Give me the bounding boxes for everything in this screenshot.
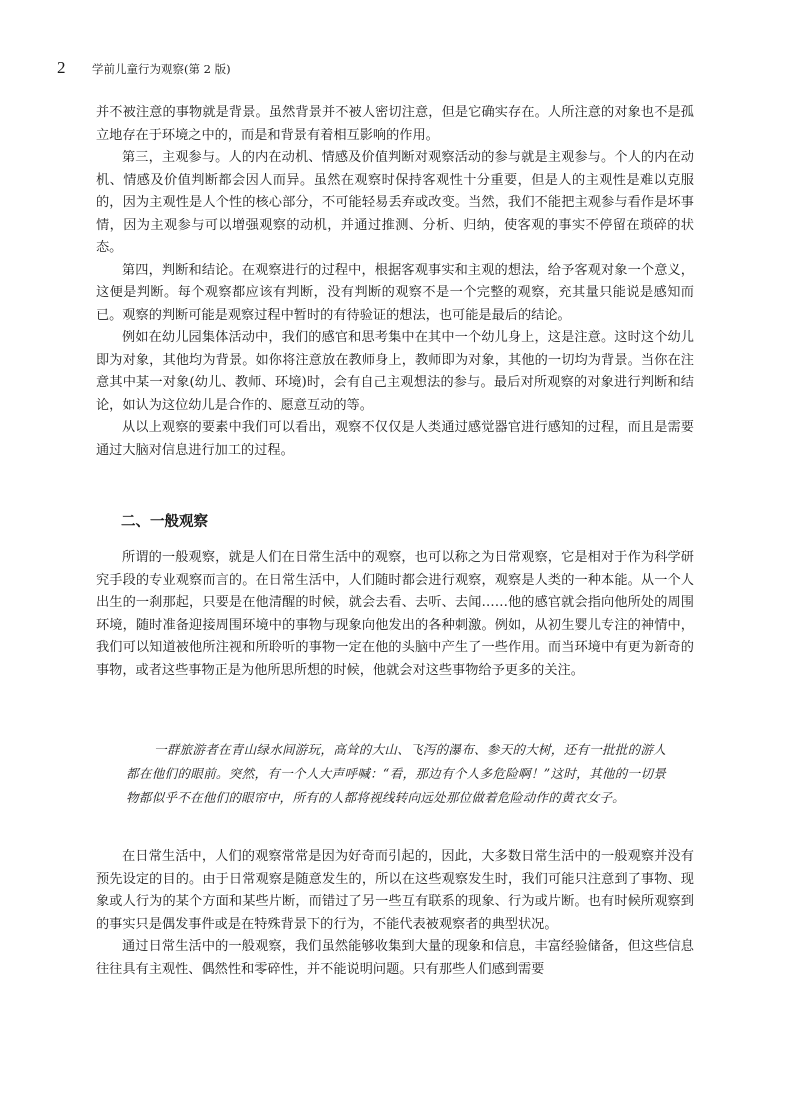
body-text-section-3 [96,846,694,981]
body-text-section-2 [96,547,694,682]
page-number: 2 [57,58,66,77]
paragraph: 第三，主观参与。人的内在动机、情感及价值判断对观察活动的参与就是主观参与。个人的内在动机、情感及价值判断都会因人而异。虽然在观察时保持客观性十分重要，但是人的主观性是难以克服的，因为主观性是人个性的核心部分，不可能轻易丢弃或改变。当然，我们不能把主观参与看作是坏事情，因为主观参与可以增强观察的动机，并通过推测、分析、归纳，使客观的事实不停留在琐碎的状态。 [96,150,694,255]
running-title: 学前儿童行为观察(第 2 版) [92,62,231,76]
example-quote [126,738,666,810]
body-text-section-1 [96,102,694,462]
paragraph: 从以上观察的要素中我们可以看出，观察不仅仅是人类通过感觉器官进行感知的过程，而且是需要通过大脑对信息进行加工的过程。 [96,420,694,458]
paragraph: 例如在幼儿园集体活动中，我们的感官和思考集中在其中一个幼儿身上，这是注意。这时这个幼儿即为对象，其他均为背景。如你将注意放在教师身上，教师即为对象，其他的一切均为背景。当你在注意其中某一对象(幼儿、教师、环境)时，会有自己主观想法的参与。最后对所观察的对象进行判断和结论，如认为这位幼儿是合作的、愿意互动的等。 [96,330,694,413]
section-heading: 二、一般观察 [121,514,208,530]
paragraph: 所谓的一般观察，就是人们在日常生活中的观察，也可以称之为日常观察，它是相对于作为科学研究手段的专业观察而言的。在日常生活中，人们随时都会进行观察，观察是人类的一种本能。从一个人出生的一刹那起，只要是在他清醒的时候，就会去看、去听、去闻……他的感官就会指向他所处的周围环境，随时准备迎接周围环境中的事物与现象向他发出的各种刺激。例如，从初生婴儿专注的神情中，我们可以知道被他所注视和所聆听的事物一定在他的头脑中产生了一些作用。而当环境中有更为新奇的事物，或者这些事物正是为他所思所想的时候，他就会对这些事物给予更多的关注。 [96,550,694,678]
paragraph: 通过日常生活中的一般观察，我们虽然能够收集到大量的现象和信息，丰富经验储备，但这些信息往往具有主观性、偶然性和零碎性，并不能说明问题。只有那些人们感到需要 [96,939,694,977]
paragraph: 并不被注意的事物就是背景。虽然背景并不被人密切注意，但是它确实存在。人所注意的对象也不是孤立地存在于环境之中的，而是和背景有着相互影响的作用。 [96,105,694,143]
paragraph: 第四，判断和结论。在观察进行的过程中，根据客观事实和主观的想法，给予客观对象一个意义，这便是判断。每个观察都应该有判断，没有判断的观察不是一个完整的观察，充其量只能说是感知而已。观察的判断可能是观察过程中暂时的有待验证的想法，也可能是最后的结论。 [96,262,694,323]
paragraph: 在日常生活中，人们的观察常常是因为好奇而引起的，因此，大多数日常生活中的一般观察并没有预先设定的目的。由于日常观察是随意发生的，所以在这些观察发生时，我们可能只注意到了事物、现象或人行为的某个方面和某些片断，而错过了另一些互有联系的现象、行为或片断。也有时候所观察到的事实只是偶发事件或是在特殊背景下的行为，不能代表被观察者的典型状况。 [96,849,694,932]
quote-text: 一群旅游者在青山绿水间游玩，高耸的大山、飞泻的瀑布、参天的大树，还有一批批的游人都在他们的眼前。突然，有一个人大声呼喊：“看，那边有个人多危险啊！”这时，其他的一切景物都似乎不在他们的眼帘中，所有的人都将视线转向远处那位做着危险动作的黄衣女子。 [126,742,666,805]
